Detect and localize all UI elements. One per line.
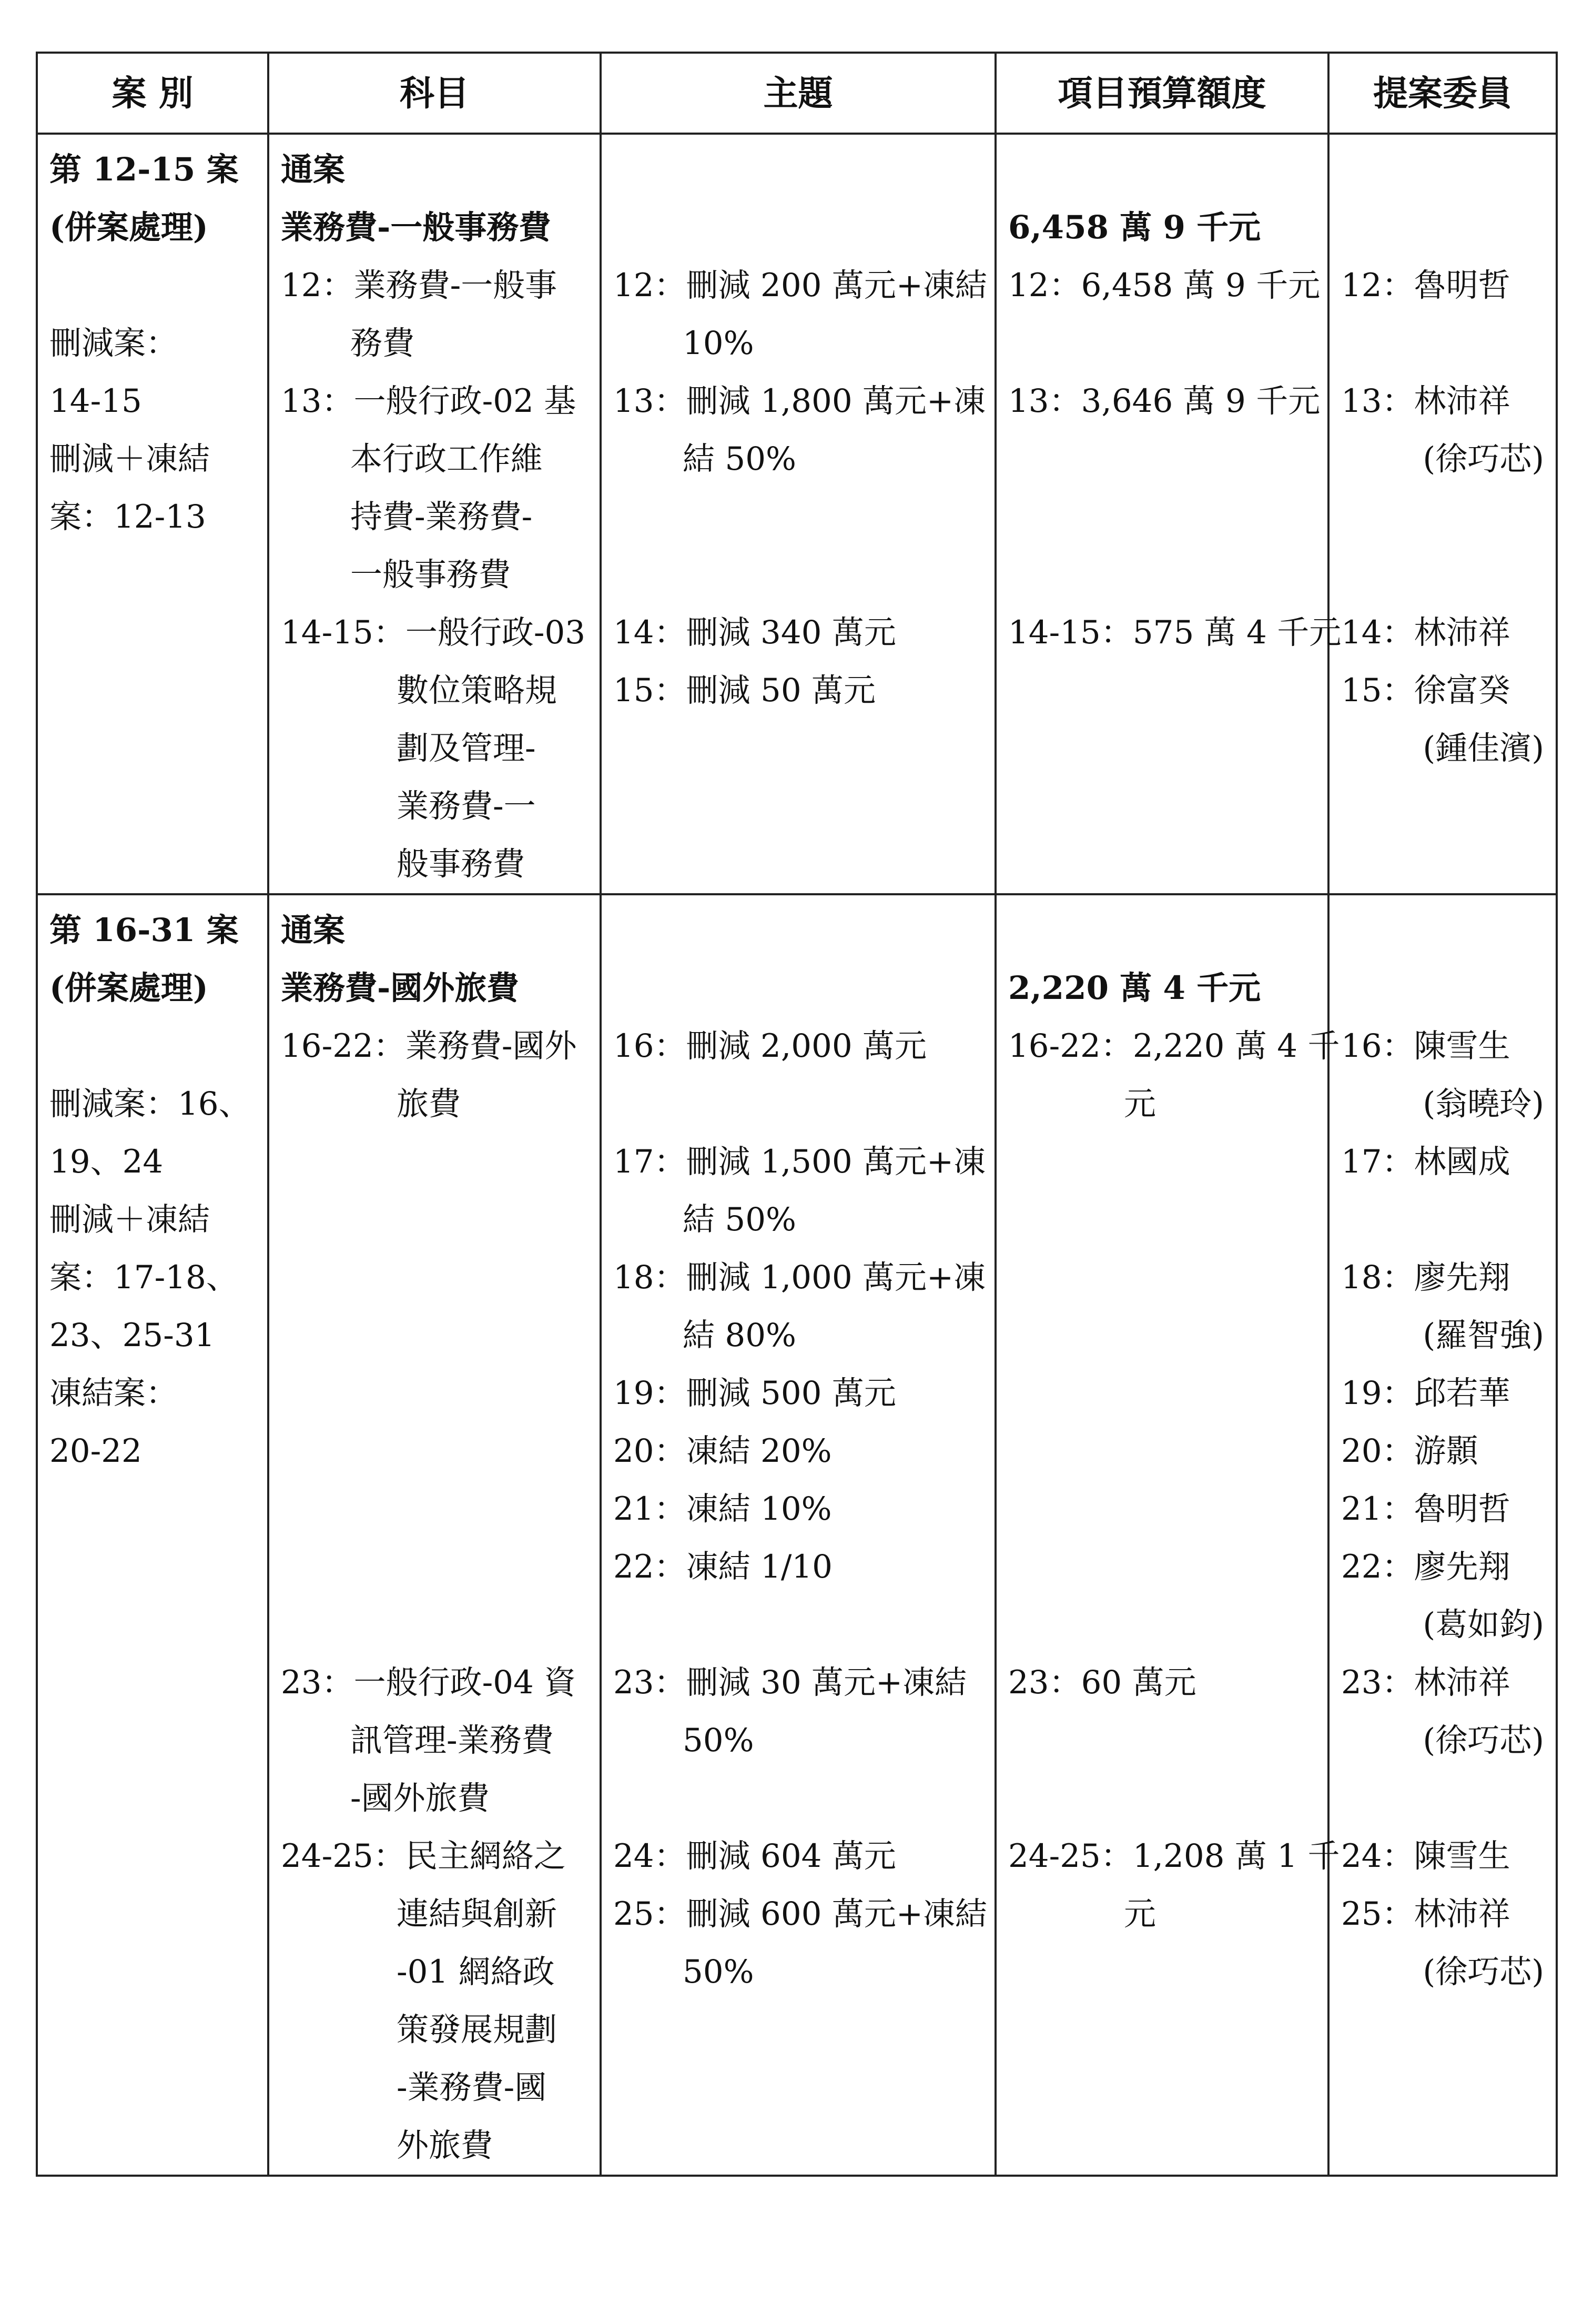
spacer	[281, 1480, 588, 1538]
budget-item: 16-22：2,220 萬 4 千	[1008, 1027, 1340, 1065]
table-row	[37, 894, 1557, 2176]
subject-item: 持費-業務費-	[350, 498, 533, 535]
topic-item: 50%	[683, 1953, 754, 1990]
spacer	[1008, 1480, 1316, 1538]
topic-item: 結 50%	[683, 440, 796, 478]
subject-item: 劃及管理-	[397, 730, 536, 767]
spacer	[1008, 1770, 1316, 1827]
topic-item: 16：刪減 2,000 萬元	[613, 1027, 927, 1065]
subject-item: -業務費-國	[397, 2069, 547, 2106]
subject-category: 業務費-國外旅費	[281, 969, 519, 1007]
subject-cell	[268, 894, 601, 2176]
header-topic: 主題	[601, 53, 996, 134]
case-text: 19、24	[49, 1143, 164, 1180]
member-cosigner: (鍾佳濱)	[1423, 730, 1544, 767]
spacer	[281, 1133, 588, 1191]
spacer	[1008, 315, 1316, 372]
spacer	[1008, 141, 1316, 199]
topic-cell	[601, 894, 996, 2176]
member-item: 21：魯明哲	[1341, 1490, 1510, 1528]
member-item: 24：陳雪生	[1341, 1837, 1510, 1875]
member-item: 15：徐富癸	[1341, 672, 1510, 709]
member-item: 25：林沛祥	[1341, 1895, 1510, 1933]
spacer	[281, 1249, 588, 1307]
subject-item: 連結與創新	[397, 1895, 557, 1933]
spacer	[1008, 1422, 1316, 1480]
budget-item: 14-15：575 萬 4 千元	[1008, 614, 1342, 651]
spacer	[1341, 546, 1544, 604]
member-item: 22：廖先翔	[1341, 1548, 1510, 1585]
subject-item: 12：業務費-一般事	[281, 267, 557, 304]
subject-item: -國外旅費	[350, 1780, 490, 1817]
table-header-row	[37, 53, 1557, 134]
member-item: 12：魯明哲	[1341, 267, 1510, 304]
spacer	[1341, 199, 1544, 257]
topic-item: 13：刪減 1,800 萬元+凍	[613, 382, 986, 420]
header-case: 案 別	[37, 53, 268, 134]
spacer	[1341, 1191, 1544, 1249]
spacer	[613, 546, 983, 604]
subject-item: 訊管理-業務費	[350, 1722, 554, 1759]
spacer	[613, 488, 983, 546]
subject-item: 24-25：民主網絡之	[281, 1837, 566, 1875]
budget-item: 13：3,646 萬 9 千元	[1008, 382, 1321, 420]
subject-category: 業務費-一般事務費	[281, 209, 551, 246]
member-item: 17：林國成	[1341, 1143, 1510, 1180]
case-number: 第 16-31 案	[49, 912, 239, 949]
topic-item: 18：刪減 1,000 萬元+凍	[613, 1259, 986, 1296]
spacer	[1341, 902, 1544, 959]
spacer	[613, 1596, 983, 1654]
spacer	[281, 1307, 588, 1365]
subject-item: 旅費	[397, 1085, 461, 1123]
budget-item: 12：6,458 萬 9 千元	[1008, 267, 1321, 304]
table-row	[37, 134, 1557, 894]
subject-item: 14-15：一般行政-03	[281, 614, 586, 651]
subject-item: 數位策略規	[397, 672, 557, 709]
spacer	[1008, 1538, 1316, 1596]
budget-cell	[996, 894, 1340, 2176]
spacer	[281, 1191, 588, 1249]
spacer	[1341, 959, 1544, 1017]
spacer	[281, 1538, 588, 1596]
member-cosigner: (翁曉玲)	[1423, 1085, 1544, 1123]
spacer	[1008, 546, 1316, 604]
case-cell	[37, 894, 268, 2176]
member-item: 23：林沛祥	[1341, 1664, 1510, 1701]
member-cosigner: (徐巧芯)	[1423, 1722, 1544, 1759]
topic-item: 14：刪減 340 萬元	[613, 614, 896, 651]
spacer	[1008, 902, 1316, 959]
budget-total: 6,458 萬 9 千元	[1008, 209, 1261, 246]
topic-item: 50%	[683, 1722, 754, 1759]
topic-cell	[601, 134, 996, 894]
subject-item: 本行政工作維	[350, 440, 543, 478]
spacer	[1341, 141, 1544, 199]
spacer	[281, 1596, 588, 1654]
member-item: 16：陳雪生	[1341, 1027, 1510, 1065]
budget-item: 元	[1124, 1895, 1156, 1933]
spacer	[1008, 1307, 1316, 1365]
spacer	[1008, 1712, 1316, 1770]
case-merge-note: (併案處理)	[49, 969, 208, 1007]
subject-item: 務費	[350, 325, 415, 362]
case-text: 刪減案：	[49, 325, 178, 362]
spacer	[613, 141, 983, 199]
member-cell	[1328, 134, 1557, 894]
spacer	[281, 1365, 588, 1422]
spacer	[1008, 430, 1316, 488]
subject-item: 23：一般行政-04 資	[281, 1664, 576, 1701]
spacer	[1008, 1249, 1316, 1307]
member-item: 13：林沛祥	[1341, 382, 1510, 420]
topic-item: 15：刪減 50 萬元	[613, 672, 876, 709]
case-cell	[37, 134, 268, 894]
case-text: 案：12-13	[49, 498, 206, 535]
spacer	[1341, 315, 1544, 372]
topic-item: 24：刪減 604 萬元	[613, 1837, 896, 1875]
member-cosigner: (羅智強)	[1423, 1317, 1544, 1354]
case-text: 刪減案：16、	[49, 1085, 251, 1123]
budget-cell	[996, 134, 1342, 894]
spacer	[1008, 1365, 1316, 1422]
case-text: 刪減＋凍結	[49, 1201, 210, 1238]
spacer	[1008, 1596, 1316, 1654]
spacer	[1341, 488, 1544, 546]
header-subject: 科目	[268, 53, 601, 134]
topic-item: 結 80%	[683, 1317, 796, 1354]
topic-item: 17：刪減 1,500 萬元+凍	[613, 1143, 986, 1180]
subject-item: 般事務費	[397, 845, 525, 883]
case-text: 案：17-18、	[49, 1259, 238, 1296]
member-item: 14：林沛祥	[1341, 614, 1510, 651]
subject-item: 外旅費	[397, 2127, 493, 2164]
member-item: 20：游顥	[1341, 1432, 1478, 1470]
member-cosigner: (徐巧芯)	[1423, 1953, 1544, 1990]
topic-item: 19：刪減 500 萬元	[613, 1375, 896, 1412]
spacer	[1008, 1133, 1316, 1191]
member-cell	[1328, 894, 1557, 2176]
case-text: 凍結案：	[49, 1375, 178, 1412]
case-text: 刪減＋凍結	[49, 440, 210, 478]
topic-item: 22：凍結 1/10	[613, 1548, 833, 1585]
member-item: 19：邱若華	[1341, 1375, 1510, 1412]
topic-item: 23：刪減 30 萬元+凍結	[613, 1664, 967, 1701]
subject-item: -01 網絡政	[397, 1953, 555, 1990]
spacer	[1008, 1191, 1316, 1249]
topic-item: 20：凍結 20%	[613, 1432, 832, 1470]
case-text: 14-15	[49, 382, 142, 420]
case-text: 23、25-31	[49, 1317, 215, 1354]
spacer	[1341, 1770, 1544, 1827]
spacer	[613, 902, 983, 959]
subject-item: 業務費-一	[397, 787, 536, 825]
spacer	[49, 1017, 256, 1075]
member-cosigner: (葛如鈞)	[1423, 1606, 1544, 1643]
member-cosigner: (徐巧芯)	[1423, 440, 1544, 478]
budget-total: 2,220 萬 4 千元	[1008, 969, 1261, 1007]
spacer	[1008, 488, 1316, 546]
subject-item: 策發展規劃	[397, 2011, 557, 2048]
spacer	[613, 1075, 983, 1133]
spacer	[49, 257, 256, 315]
spacer	[613, 959, 983, 1017]
topic-item: 10%	[683, 325, 754, 362]
spacer	[613, 1770, 983, 1827]
budget-item: 元	[1124, 1085, 1156, 1123]
case-number: 第 12-15 案	[49, 151, 239, 188]
subject-item: 16-22：業務費-國外	[281, 1027, 577, 1065]
budget-item: 24-25：1,208 萬 1 千	[1008, 1837, 1340, 1875]
subject-general: 通案	[281, 151, 346, 188]
topic-item: 12：刪減 200 萬元+凍結	[613, 267, 987, 304]
member-item: 18：廖先翔	[1341, 1259, 1510, 1296]
header-budget-amount: 項目預算額度	[996, 53, 1328, 134]
case-merge-note: (併案處理)	[49, 209, 208, 246]
subject-item: 一般事務費	[350, 556, 511, 593]
topic-item: 21：凍結 10%	[613, 1490, 832, 1528]
budget-proposal-table	[36, 52, 1558, 2177]
subject-item: 13：一般行政-02 基	[281, 382, 576, 420]
topic-item: 25：刪減 600 萬元+凍結	[613, 1895, 987, 1933]
case-text: 20-22	[49, 1432, 142, 1470]
topic-item: 結 50%	[683, 1201, 796, 1238]
subject-general: 通案	[281, 912, 346, 949]
budget-item: 23：60 萬元	[1008, 1664, 1196, 1701]
spacer	[613, 199, 983, 257]
header-proposing-member: 提案委員	[1328, 53, 1557, 134]
spacer	[281, 1422, 588, 1480]
subject-cell	[268, 134, 601, 894]
